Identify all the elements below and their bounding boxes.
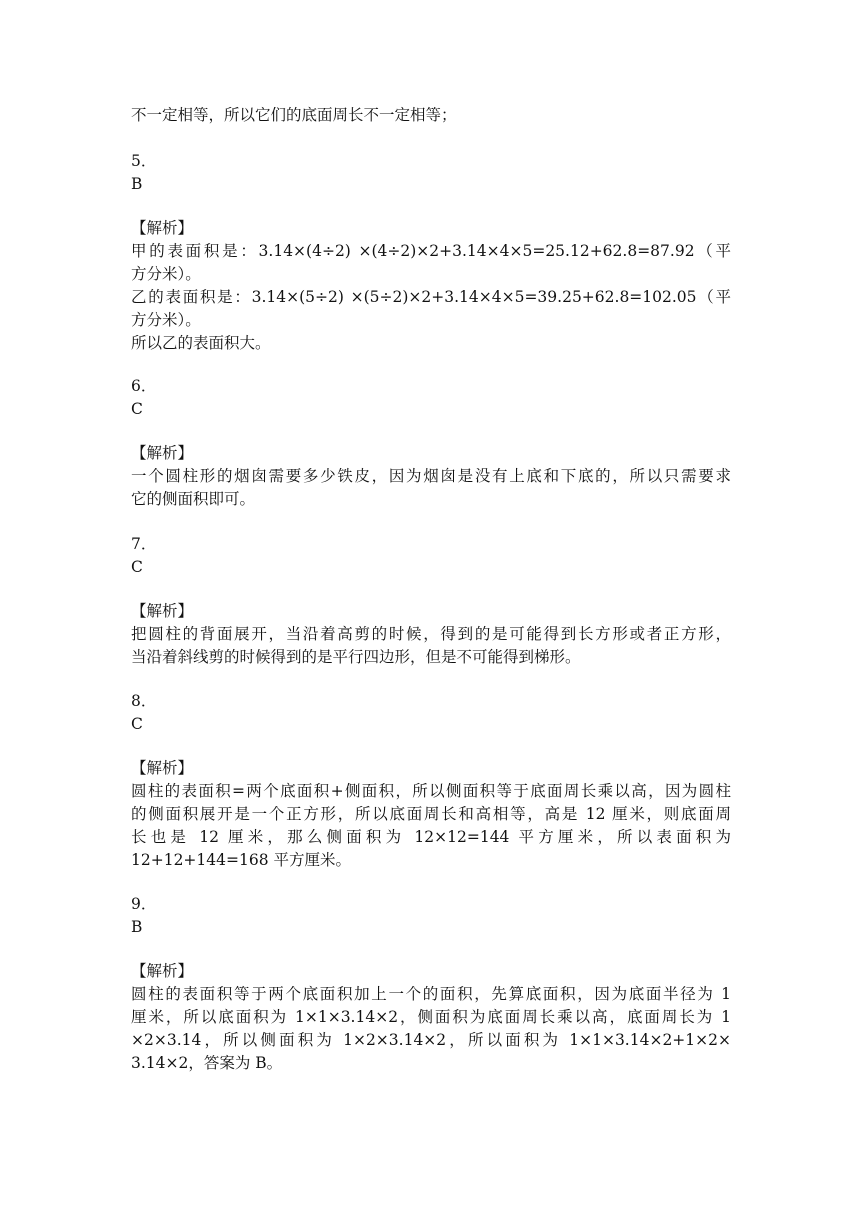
text-line: 圆柱的表面积等于两个底面积加上一个的面积，先算底面积，因为底面半径为 1 — [131, 985, 731, 1003]
question-number: 8． — [131, 692, 157, 710]
question-number: 6． — [131, 377, 157, 395]
text-line: 乙的表面积是：3.14×(5÷2) ×(5÷2)×2+3.14×4×5=39.25+62.8=102.05（平 — [131, 288, 731, 306]
answer-choice: B — [131, 918, 143, 936]
question-number: 7． — [131, 535, 157, 553]
text-line: 方分米）。 — [131, 265, 201, 283]
text-line: 一个圆柱形的烟囱需要多少铁皮，因为烟囱是没有上底和下底的，所以只需要求 — [131, 467, 731, 485]
answer-choice: C — [131, 715, 143, 733]
analysis-heading: 【解析】 — [131, 219, 194, 237]
text-line: 3.14×2，答案为 B。 — [131, 1054, 283, 1072]
text-line: 当沿着斜线剪的时候得到的是平行四边形，但是不可能得到梯形。 — [131, 648, 581, 666]
answer-choice: C — [131, 558, 143, 576]
text-line: 圆柱的表面积=两个底面积+侧面积，所以侧面积等于底面周长乘以高，因为圆柱 — [131, 782, 731, 800]
text-line: 所以乙的表面积大。 — [131, 334, 271, 352]
text-line: 12+12+144=168 平方厘米。 — [131, 851, 352, 869]
text-line: 甲的表面积是：3.14×(4÷2) ×(4÷2)×2+3.14×4×5=25.12+62.8=87.92（平 — [131, 242, 731, 260]
question-number: 9． — [131, 895, 157, 913]
analysis-heading: 【解析】 — [131, 444, 194, 462]
answer-choice: C — [131, 400, 143, 418]
text-line: 不一定相等，所以它们的底面周长不一定相等； — [131, 106, 457, 124]
text-line: 的侧面积展开是一个正方形，所以底面周长和高相等，高是 12 厘米，则底面周 — [131, 805, 731, 823]
text-line: 把圆柱的背面展开，当沿着高剪的时候，得到的是可能得到长方形或者正方形， — [131, 625, 731, 643]
text-line: 厘米，所以底面积为 1×1×3.14×2，侧面积为底面周长乘以高，底面周长为 1 — [131, 1008, 731, 1026]
question-number: 5． — [131, 152, 157, 170]
text-line: ×2×3.14，所以侧面积为 1×2×3.14×2，所以面积为 1×1×3.14×2+1×2× — [131, 1031, 731, 1049]
answer-choice: B — [131, 175, 143, 193]
text-line: 方分米）。 — [131, 311, 201, 329]
text-line: 长也是 12 厘米，那么侧面积为 12×12=144 平方厘米，所以表面积为 — [131, 828, 731, 846]
text-line: 它的侧面积即可。 — [131, 490, 256, 508]
analysis-heading: 【解析】 — [131, 759, 194, 777]
analysis-heading: 【解析】 — [131, 962, 194, 980]
analysis-heading: 【解析】 — [131, 602, 194, 620]
